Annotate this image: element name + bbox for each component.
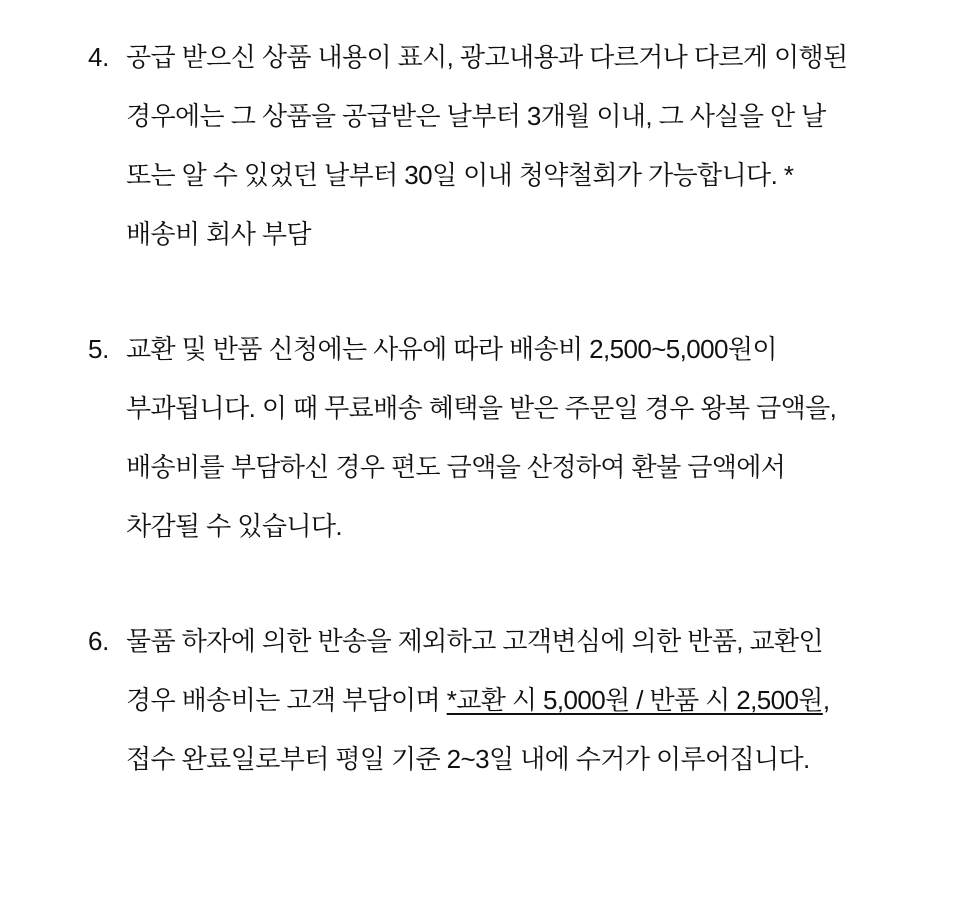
clause-text-segment: 교환 및 반품 신청에는 사유에 따라 배송비 2,500~5,000원이 부과됩니다. 이 때 무료배송 혜택을 받은 주문일 경우 왕복 금액을, 배송비를 부담하신 경우 편도 금액을 산정하여 환불 금액에서 차감될 수 있습니다. — [126, 334, 837, 541]
clause-text-segment: 공급 받으신 상품 내용이 표시, 광고내용과 다르거나 다르게 이행된 경우에는 그 상품을 공급받은 날부터 3개월 이내, 그 사실을 안 날 또는 알 수 있었던 날부터 30일 이내 청약철회가 가능합니다. *배송비 회사 부담 — [126, 42, 848, 249]
clause-number: 5. — [88, 334, 110, 364]
clause-text-segment: 물품 하자에 의한 반송을 제외하고 고객변심에 의한 반품, 교환인 경우 배송비는 고객 부담이며 — [126, 626, 824, 715]
clause-text — [126, 28, 865, 264]
clause-text — [126, 612, 865, 789]
clause-list — [88, 28, 865, 789]
policy-clause — [88, 28, 865, 264]
clause-text — [126, 320, 865, 556]
policy-clause — [88, 320, 865, 556]
clause-text-segment: , 접수 완료일로부터 평일 기준 2~3일 내에 수거가 이루어집니다. — [126, 685, 830, 774]
clause-number: 4. — [88, 42, 110, 72]
clause-number: 6. — [88, 626, 110, 656]
clause-text-emphasis: *교환 시 5,000원 / 반품 시 2,500원 — [446, 685, 823, 715]
policy-clause — [88, 612, 865, 789]
